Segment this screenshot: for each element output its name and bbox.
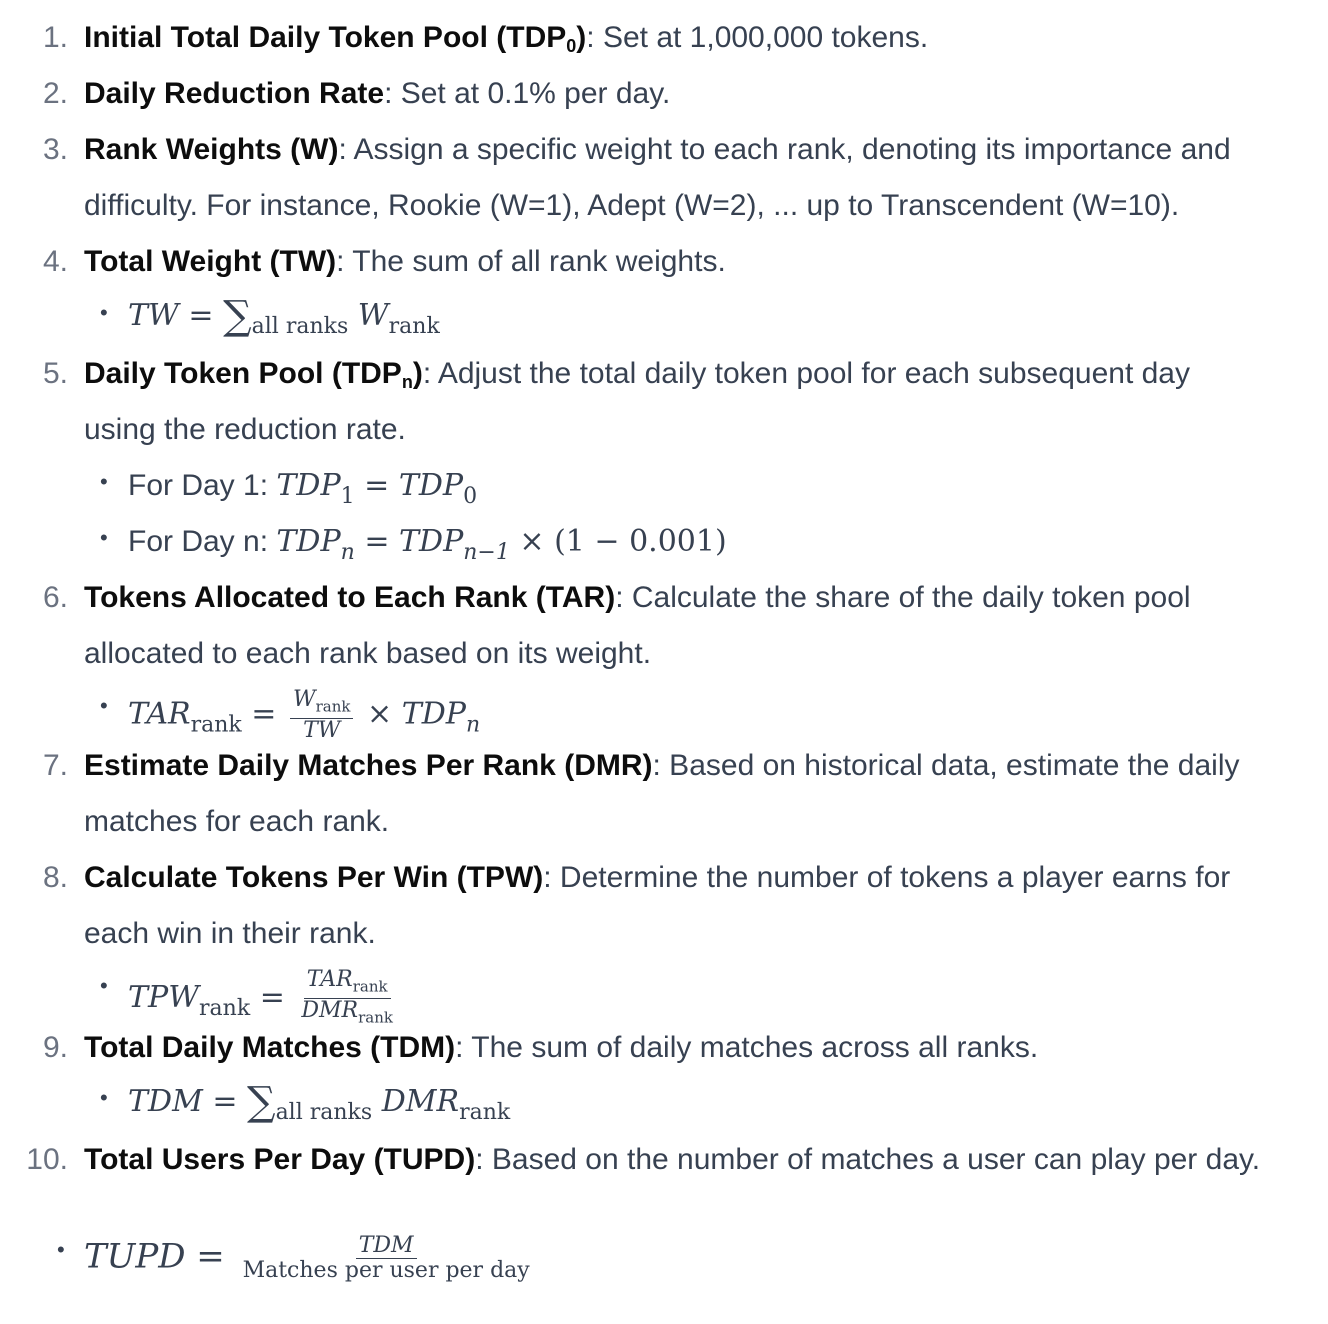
description: : Determine the number of tokens a player earns for [543,861,1231,894]
term: Daily Token Pool $(TDP_n)$ [84,357,423,392]
list-number: 4. [42,245,68,278]
bullet: • [100,693,108,718]
bullet: • [100,973,108,998]
term: Initial Total Daily Token Pool $(TDP_0)$ [84,21,587,56]
list-item [84,130,1231,170]
bullet: • [100,1085,108,1110]
list-number: 10. [26,1143,68,1176]
term: Total Users Per Day (TUPD) [84,1143,476,1176]
description: : Adjust the total daily token pool for each subsequent day [422,357,1190,390]
term: Calculate Tokens Per Win (TPW) [84,861,544,894]
bullet: • [57,1237,65,1262]
list-item [84,74,670,114]
list-item [84,1140,1260,1180]
term: Rank Weights (W) [84,133,339,166]
list-number: 9. [42,1031,68,1064]
list-item [84,242,726,282]
list-item [84,1028,1038,1068]
description-continued: allocated to each rank based on its weight. [84,637,652,670]
formula-day1: For Day 1: $TDP_1 = TDP_0$ [128,468,478,509]
list-number: 3. [42,133,68,166]
formula-tw: TW = $\sum_{all ranks}$ $W_{rank}$ [128,293,440,339]
list-item [84,18,928,58]
list-item [84,858,1230,898]
description-continued: difficulty. For instance, Rookie (W=1), Adept (W=2), ... up to Transcendent (W=10). [84,189,1180,222]
description: : The sum of daily matches across all ranks. [455,1031,1039,1064]
bullet: • [100,525,108,550]
list-number: 7. [42,749,68,782]
description: : Calculate the share of the daily token pool [615,581,1191,614]
list-item [84,746,1240,786]
term: Total Weight (TW) [84,245,337,278]
formula-dayn: For Day n: $TDP_n = TDP_{n-1} \times (1 - 0.001)$ [128,524,727,565]
term: Estimate Daily Matches Per Rank (DMR) [84,749,653,782]
term: Tokens Allocated to Each Rank (TAR) [84,581,616,614]
bullet: • [100,300,108,325]
description: : Assign a specific weight to each rank, denoting its importance and [338,133,1231,166]
description: : Set at 1,000,000 tokens. [586,21,929,54]
description-continued: each win in their rank. [84,917,376,950]
description-continued: matches for each rank. [84,805,390,838]
description: : Based on the number of matches a user can play per day. [475,1143,1261,1176]
description: : Based on historical data, estimate the daily [652,749,1240,782]
description: : Set at 0.1% per day. [384,77,671,110]
formula-tdm: TDM = $\sum_{all ranks}$ $DMR_{rank}$ [128,1079,511,1125]
formula-tpw: $TPW_{rank}$ = $\frac{TAR_{rank}}{DMR_{rank}}$ [128,967,393,1027]
term: Daily Reduction Rate [84,77,385,110]
formula-tupd: TUPD = $\frac{\text{TDM}}{\text{Matches per user per day}}$ [84,1233,530,1283]
description-continued: using the reduction rate. [84,413,406,446]
list-item [84,578,1191,618]
description: : The sum of all rank weights. [336,245,726,278]
list-number: 1. [42,21,68,54]
list-item [84,354,1190,394]
bullet: • [100,469,108,494]
list-number: 2. [42,77,68,110]
list-number: 5. [42,357,68,390]
formula-tar: $TAR_{rank}$ = $\frac{W_{rank}}{TW}$ × $TDP_n$ [128,687,481,744]
term: Total Daily Matches (TDM) [84,1031,456,1064]
list-number: 6. [42,581,68,614]
list-number: 8. [42,861,68,894]
